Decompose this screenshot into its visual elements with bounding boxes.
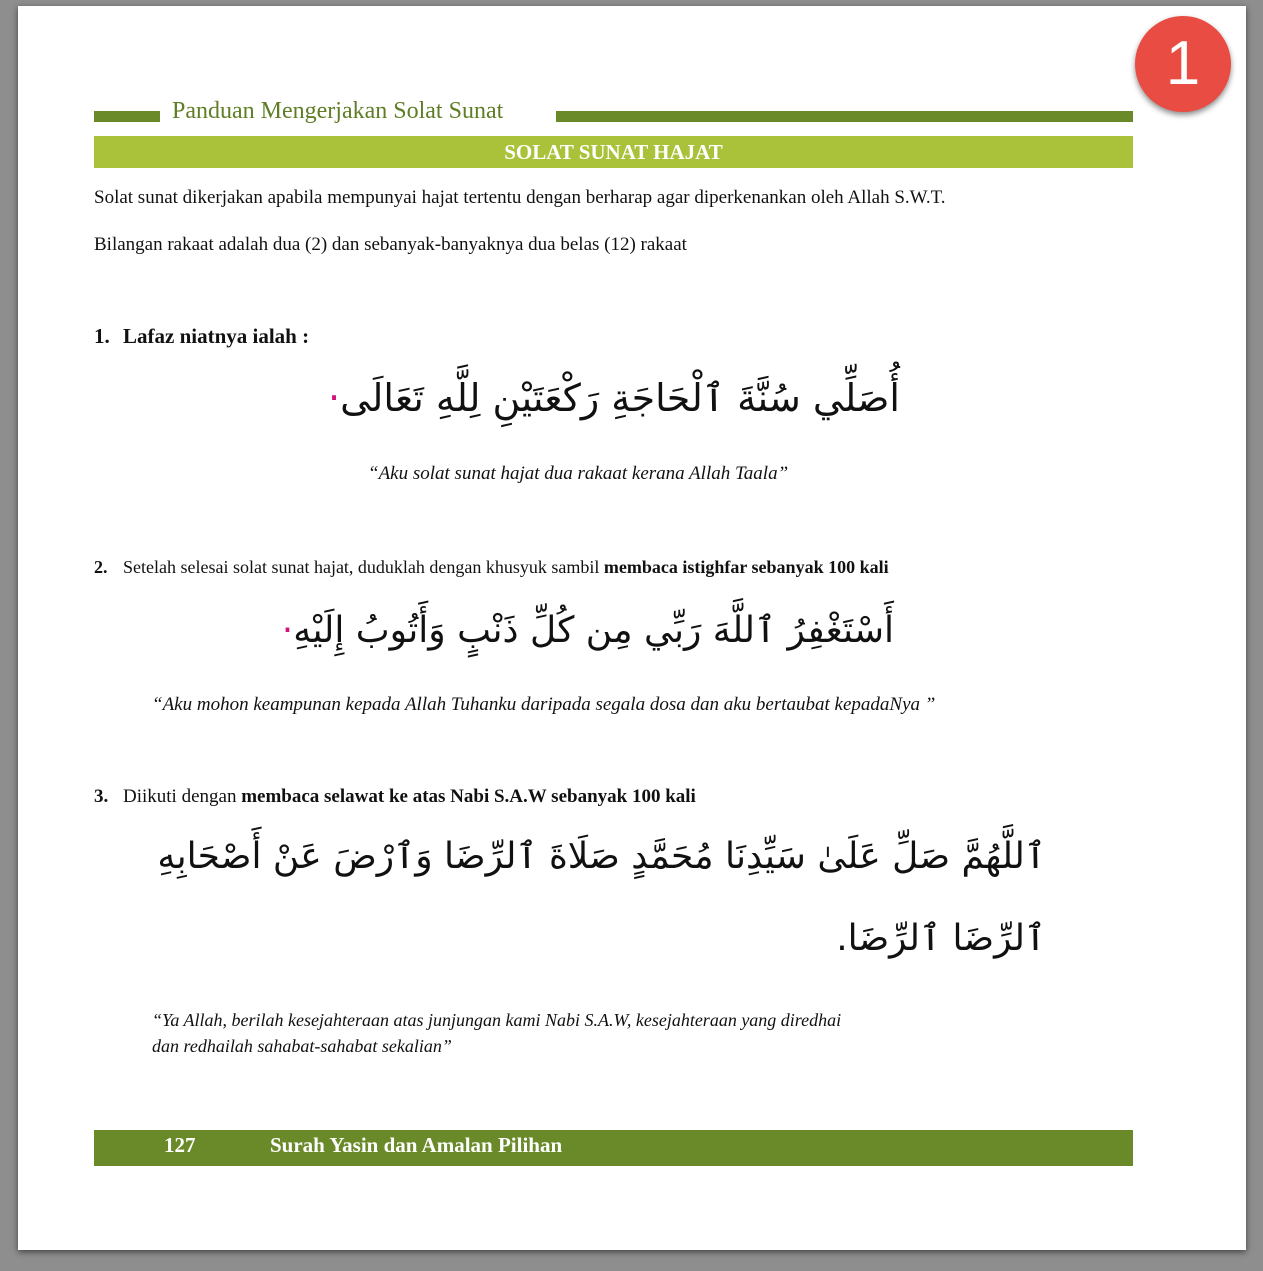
item-1-heading <box>94 324 309 349</box>
item-3-text-bold: membaca selawat ke atas Nabi S.A.W sebanyak 100 kali <box>241 786 696 807</box>
page-number-badge: 1 <box>1135 16 1231 112</box>
item-3-translation-line-1: “Ya Allah, berilah kesejahteraan atas junjungan kami Nabi S.A.W, kesejahteraan yang diredhai <box>152 1010 842 1030</box>
page-footer <box>94 1130 1133 1166</box>
item-1-arabic-text: أُصَلِّي سُنَّةَ ٱلْحَاجَةِ رَكْعَتَيْنِ لِلَّهِ تَعَالَى <box>340 376 900 420</box>
item-1-text: Lafaz niatnya ialah : <box>123 324 310 348</box>
item-2-heading <box>94 557 889 578</box>
item-2-text: Setelah selesai solat sunat hajat, duduklah dengan khusyuk sambil <box>123 557 604 577</box>
item-1-number: 1. <box>94 324 110 348</box>
footer-page-number: 127 <box>164 1133 196 1157</box>
section-title: SOLAT SUNAT HAJAT <box>94 136 1133 168</box>
footer-book-title: Surah Yasin dan Amalan Pilihan <box>270 1133 563 1157</box>
item-2-text-bold: membaca istighfar sebanyak 100 kali <box>603 557 889 577</box>
item-2-arabic-text: أَسْتَغْفِرُ ٱللَّهَ رَبِّي مِن كُلِّ ذَنْبٍ وَأَتُوبُ إِلَيْهِ <box>293 610 894 651</box>
item-2-translation: “Aku mohon keampunan kepada Allah Tuhanku daripada segala dosa dan aku bertaubat kepadaNya ” <box>152 694 936 715</box>
arabic-end-dot: · <box>281 610 294 651</box>
item-1-translation: “Aku solat sunat hajat dua rakaat kerana Allah Taala” <box>368 463 789 484</box>
item-3-arabic-line-2: ٱلرِّضَا ٱلرِّضَا. <box>836 918 1046 959</box>
intro-line-1: Solat sunat dikerjakan apabila mempunyai hajat tertentu dengan berharap agar diperkenankan oleh Allah S.W.T. <box>94 187 946 208</box>
item-2-number: 2. <box>94 557 108 577</box>
item-1-arabic <box>284 376 944 420</box>
item-3-heading <box>94 786 696 808</box>
intro-line-2: Bilangan rakaat adalah dua (2) dan sebanyak-banyaknya dua belas (12) rakaat <box>94 234 687 255</box>
arabic-end-dot: · <box>328 376 341 420</box>
item-2-arabic <box>281 610 894 651</box>
running-header-title: Panduan Mengerjakan Solat Sunat <box>172 98 504 124</box>
header-bar-left <box>94 111 160 122</box>
header-bar-right <box>556 111 1133 122</box>
item-3-text: Diikuti dengan <box>123 786 242 807</box>
item-3-arabic-line-1: ٱللَّهُمَّ صَلِّ عَلَىٰ سَيِّدِنَا مُحَمَّدٍ صَلَاةَ ٱلرِّضَا وَٱرْضَ عَنْ أَصْحَابِهِ <box>157 836 1046 877</box>
item-3-translation-line-2: dan redhailah sahabat-sahabat sekalian” <box>152 1036 452 1056</box>
item-3-number: 3. <box>94 786 109 807</box>
